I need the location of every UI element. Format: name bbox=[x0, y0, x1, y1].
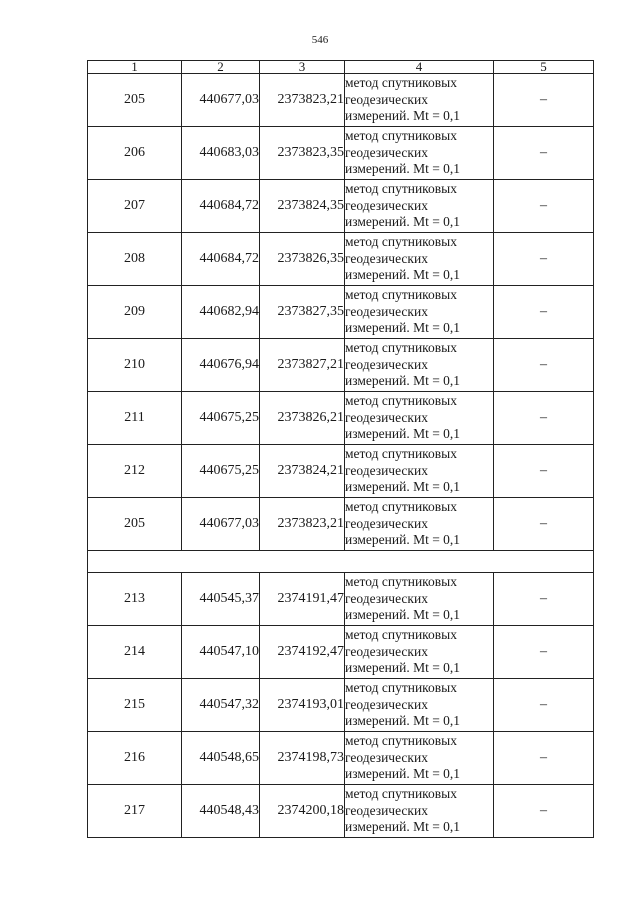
coordinate-y: 2373823,35 bbox=[260, 127, 345, 180]
table-row bbox=[88, 127, 594, 180]
header-col-2: 2 bbox=[182, 61, 260, 74]
point-number: 207 bbox=[88, 180, 182, 233]
method-cell bbox=[345, 127, 494, 180]
coordinate-y: 2374193,01 bbox=[260, 679, 345, 732]
table-row bbox=[88, 498, 594, 551]
note-dash: – bbox=[494, 180, 594, 233]
header-col-4: 4 bbox=[345, 61, 494, 74]
table-row bbox=[88, 732, 594, 785]
method-line: измерений. Mt = 0,1 bbox=[345, 267, 461, 283]
coordinate-y: 2373827,35 bbox=[260, 286, 345, 339]
coordinate-x: 440677,03 bbox=[182, 498, 260, 551]
method-line: метод спутниковых bbox=[345, 75, 457, 91]
method-line: измерений. Mt = 0,1 bbox=[345, 108, 461, 124]
table-row bbox=[88, 339, 594, 392]
coordinate-y: 2374198,73 bbox=[260, 732, 345, 785]
method-line: измерений. Mt = 0,1 bbox=[345, 214, 461, 230]
point-number: 214 bbox=[88, 626, 182, 679]
method-line: метод спутниковых bbox=[345, 393, 457, 409]
method-line: геодезических bbox=[345, 643, 428, 659]
method-line: измерений. Mt = 0,1 bbox=[345, 161, 461, 177]
header-col-1: 1 bbox=[88, 61, 182, 74]
method-line: измерений. Mt = 0,1 bbox=[345, 713, 461, 729]
method-line: метод спутниковых bbox=[345, 680, 457, 696]
coordinate-y: 2374192,47 bbox=[260, 626, 345, 679]
coordinate-x: 440548,65 bbox=[182, 732, 260, 785]
method-line: измерений. Mt = 0,1 bbox=[345, 426, 461, 442]
header-row bbox=[88, 61, 594, 74]
coordinate-x: 440675,25 bbox=[182, 392, 260, 445]
note-dash: – bbox=[494, 732, 594, 785]
method-line: геодезических bbox=[345, 802, 428, 818]
point-number: 211 bbox=[88, 392, 182, 445]
method-line: измерений. Mt = 0,1 bbox=[345, 532, 461, 548]
method-line: метод спутниковых bbox=[345, 287, 457, 303]
method-cell bbox=[345, 339, 494, 392]
point-number: 216 bbox=[88, 732, 182, 785]
note-dash: – bbox=[494, 339, 594, 392]
coordinate-y: 2374200,18 bbox=[260, 785, 345, 838]
separator-cell bbox=[88, 551, 594, 573]
coordinate-x: 440683,03 bbox=[182, 127, 260, 180]
coordinate-x: 440684,72 bbox=[182, 180, 260, 233]
method-line: геодезических bbox=[345, 515, 428, 531]
table-row bbox=[88, 785, 594, 838]
note-dash: – bbox=[494, 74, 594, 127]
coordinate-y: 2373826,21 bbox=[260, 392, 345, 445]
point-number: 212 bbox=[88, 445, 182, 498]
method-line: метод спутниковых bbox=[345, 446, 457, 462]
method-cell bbox=[345, 286, 494, 339]
point-number: 208 bbox=[88, 233, 182, 286]
method-line: геодезических bbox=[345, 749, 428, 765]
method-cell bbox=[345, 498, 494, 551]
method-line: геодезических bbox=[345, 250, 428, 266]
coordinate-x: 440682,94 bbox=[182, 286, 260, 339]
method-line: метод спутниковых bbox=[345, 499, 457, 515]
point-number: 205 bbox=[88, 74, 182, 127]
header-col-3: 3 bbox=[260, 61, 345, 74]
table-row bbox=[88, 180, 594, 233]
method-line: геодезических bbox=[345, 91, 428, 107]
coordinate-x: 440675,25 bbox=[182, 445, 260, 498]
coordinate-y: 2373827,21 bbox=[260, 339, 345, 392]
method-line: метод спутниковых bbox=[345, 181, 457, 197]
note-dash: – bbox=[494, 127, 594, 180]
coordinate-x: 440548,43 bbox=[182, 785, 260, 838]
method-line: метод спутниковых bbox=[345, 627, 457, 643]
method-cell bbox=[345, 732, 494, 785]
point-number: 206 bbox=[88, 127, 182, 180]
table-body bbox=[88, 74, 594, 838]
table-row bbox=[88, 74, 594, 127]
point-number: 213 bbox=[88, 573, 182, 626]
method-line: метод спутниковых bbox=[345, 340, 457, 356]
method-cell bbox=[345, 445, 494, 498]
note-dash: – bbox=[494, 626, 594, 679]
coordinate-x: 440547,32 bbox=[182, 679, 260, 732]
method-line: измерений. Mt = 0,1 bbox=[345, 479, 461, 495]
coordinate-y: 2373826,35 bbox=[260, 233, 345, 286]
method-line: геодезических bbox=[345, 409, 428, 425]
coordinate-x: 440547,10 bbox=[182, 626, 260, 679]
coordinates-table bbox=[87, 60, 594, 838]
method-cell bbox=[345, 392, 494, 445]
coordinate-y: 2373823,21 bbox=[260, 74, 345, 127]
method-cell bbox=[345, 74, 494, 127]
note-dash: – bbox=[494, 392, 594, 445]
method-cell bbox=[345, 626, 494, 679]
table-row bbox=[88, 626, 594, 679]
note-dash: – bbox=[494, 785, 594, 838]
method-cell bbox=[345, 180, 494, 233]
method-line: геодезических bbox=[345, 197, 428, 213]
method-line: метод спутниковых bbox=[345, 574, 457, 590]
note-dash: – bbox=[494, 573, 594, 626]
point-number: 215 bbox=[88, 679, 182, 732]
method-line: метод спутниковых bbox=[345, 234, 457, 250]
header-col-5: 5 bbox=[494, 61, 594, 74]
method-cell bbox=[345, 785, 494, 838]
table-row bbox=[88, 573, 594, 626]
method-line: измерений. Mt = 0,1 bbox=[345, 607, 461, 623]
coordinate-x: 440677,03 bbox=[182, 74, 260, 127]
note-dash: – bbox=[494, 679, 594, 732]
note-dash: – bbox=[494, 233, 594, 286]
coordinate-y: 2373824,35 bbox=[260, 180, 345, 233]
method-line: измерений. Mt = 0,1 bbox=[345, 660, 461, 676]
method-cell bbox=[345, 573, 494, 626]
table-row bbox=[88, 445, 594, 498]
note-dash: – bbox=[494, 498, 594, 551]
coordinate-y: 2374191,47 bbox=[260, 573, 345, 626]
table-row bbox=[88, 392, 594, 445]
method-line: метод спутниковых bbox=[345, 786, 457, 802]
table-row bbox=[88, 286, 594, 339]
point-number: 210 bbox=[88, 339, 182, 392]
separator-row bbox=[88, 551, 594, 573]
coordinate-x: 440684,72 bbox=[182, 233, 260, 286]
table-row bbox=[88, 233, 594, 286]
method-line: геодезических bbox=[345, 356, 428, 372]
method-line: измерений. Mt = 0,1 bbox=[345, 373, 461, 389]
note-dash: – bbox=[494, 286, 594, 339]
method-line: метод спутниковых bbox=[345, 733, 457, 749]
method-line: геодезических bbox=[345, 144, 428, 160]
method-line: геодезических bbox=[345, 462, 428, 478]
method-line: геодезических bbox=[345, 303, 428, 319]
note-dash: – bbox=[494, 445, 594, 498]
method-line: измерений. Mt = 0,1 bbox=[345, 819, 461, 835]
coordinate-y: 2373824,21 bbox=[260, 445, 345, 498]
point-number: 205 bbox=[88, 498, 182, 551]
table-row bbox=[88, 679, 594, 732]
method-line: геодезических bbox=[345, 590, 428, 606]
method-cell bbox=[345, 233, 494, 286]
page-number: 546 bbox=[311, 34, 329, 46]
method-line: метод спутниковых bbox=[345, 128, 457, 144]
method-line: геодезических bbox=[345, 696, 428, 712]
method-cell bbox=[345, 679, 494, 732]
coordinate-y: 2373823,21 bbox=[260, 498, 345, 551]
method-line: измерений. Mt = 0,1 bbox=[345, 766, 461, 782]
method-line: измерений. Mt = 0,1 bbox=[345, 320, 461, 336]
point-number: 209 bbox=[88, 286, 182, 339]
coordinate-x: 440676,94 bbox=[182, 339, 260, 392]
coordinate-x: 440545,37 bbox=[182, 573, 260, 626]
point-number: 217 bbox=[88, 785, 182, 838]
